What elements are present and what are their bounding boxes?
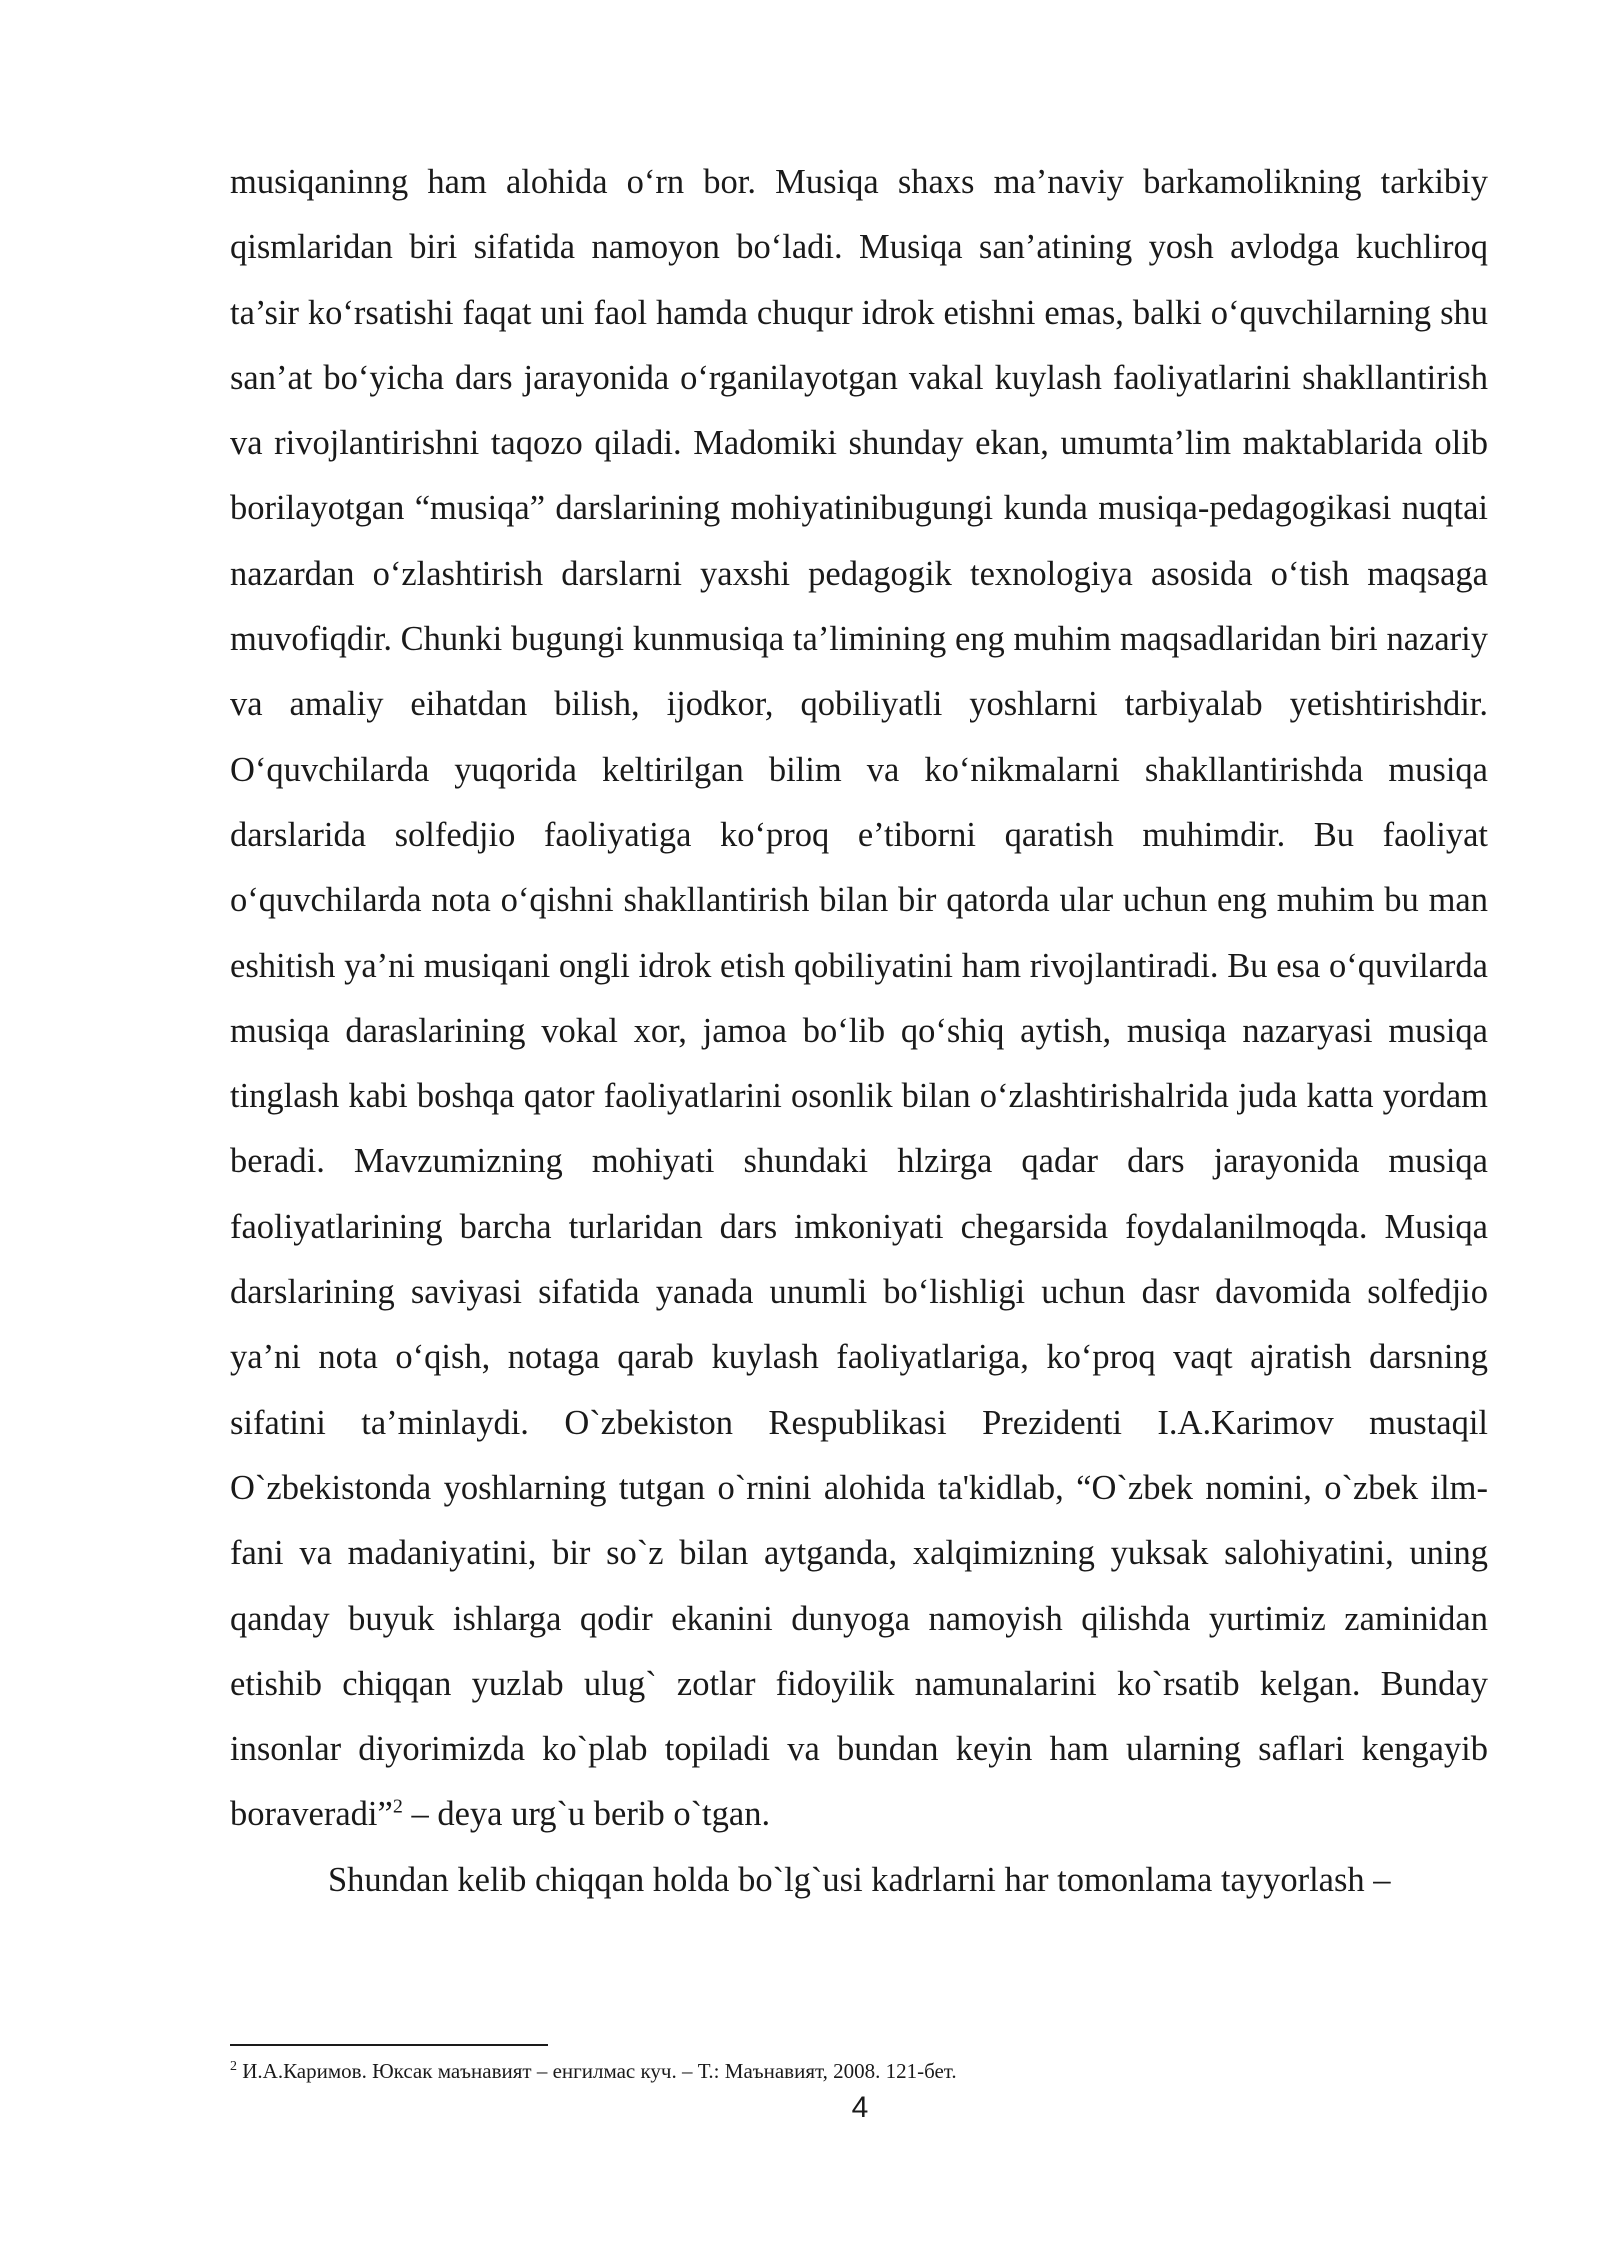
body-text xyxy=(230,150,1488,1913)
footnote-separator xyxy=(230,2044,548,2046)
footnote-text: И.А.Каримов. Юксак маънавият – енгилмас куч. – Т.: Маънавият, 2008. 121-бет. xyxy=(237,2059,957,2083)
paragraph-1 xyxy=(230,150,1488,1848)
footnote-reference[interactable]: 2 xyxy=(392,1795,403,1818)
paragraph-1-tail: – deya urg`u berib o`tgan. xyxy=(402,1795,771,1834)
footnote-number: 2 xyxy=(230,2059,237,2074)
paragraph-1-text: musiqaninng ham alohida o‘rn bor. Musiqa shaxs ma’naviy barkamolikning tarkibiy qismlaridan biri sifatida namoyon bo‘ladi. Musiqa san’atining yosh avlodga kuchliroq ta’sir ko‘rsatishi faqat uni faol hamda chuqur idrok etishni emas, balki o‘quvchilarning shu san’at bo‘yicha dars jarayonida o‘rganilayotgan vakal kuylash faoliyatlarini shakllantirish va rivojlantirishni taqozo qiladi. Madomiki shunday ekan, umumta’lim maktablarida olib borilayotgan “musiqa” darslarining mohiyatinibugungi kunda musiqa-pedagogikasi nuqtai nazardan o‘zlashtirish darslarni yaxshi pedagogik texnologiya asosida o‘tish maqsaga muvofiqdir. Chunki bugungi kunmusiqa ta’limining eng muhim maqsadlaridan biri nazariy va amaliy eihatdan bilish, ijodkor, qobiliyatli yoshlarni tarbiyalab yetishtirishdir. O‘quvchilarda yuqorida keltirilgan bilim va ko‘nikmalarni shakllantirishda musiqa darslarida solfedjio faoliyatiga ko‘proq e’tiborni qaratish muhimdir. Bu faoliyat o‘quvchilarda nota o‘qishni shakllantirish bilan bir qatorda ular uchun eng muhim bu man eshitish ya’ni musiqani ongli idrok etish qobiliyatini ham rivojlantiradi. Bu esa o‘quvilarda musiqa daraslarining vokal xor, jamoa bo‘lib qo‘shiq aytish, musiqa nazaryasi musiqa tinglash kabi boshqa qator faoliyatlarini osonlik bilan o‘zlashtirishalrida juda katta yordam beradi. Mavzumizning mohiyati shundaki hlzirga qadar dars jarayonida musiqa faoliyatlarining barcha turlaridan dars imkoniyati chegarsida foydalanilmoqda. Musiqa darslarining saviyasi sifatida yanada unumli bo‘lishligi uchun dasr davomida solfedjio ya’ni nota o‘qish, notaga qarab kuylash faoliyatlariga, ko‘proq vaqt ajratish darsning sifatini ta’minlaydi. O`zbekiston Respublikasi Prezidenti I.A.Karimov mustaqil O`zbekistonda yoshlarning tutgan o`rnini alohida ta'kidlab, “O`zbek nomini, o`zbek ilm-fani va madaniyatini, bir so`z bilan aytganda, xalqimizning yuksak salohiyatini, uning qanday buyuk ishlarga qodir ekanini dunyoga namoyish qilishda yurtimiz zaminidan etishib chiqqan yuzlab ulug` zotlar fidoyilik namunalarini ko`rsatib kelgan. Bunday insonlar diyorimizda ko`plab topiladi va bundan keyin ham ularning saflari kengayib boraveradi” xyxy=(230,163,1488,1834)
footnote xyxy=(230,2056,1488,2086)
paragraph-2: Shundan kelib chiqqan holda bo`lg`usi kadrlarni har tomonlama tayyorlash – xyxy=(328,1860,1391,1899)
page-number: 4 xyxy=(851,2091,869,2124)
